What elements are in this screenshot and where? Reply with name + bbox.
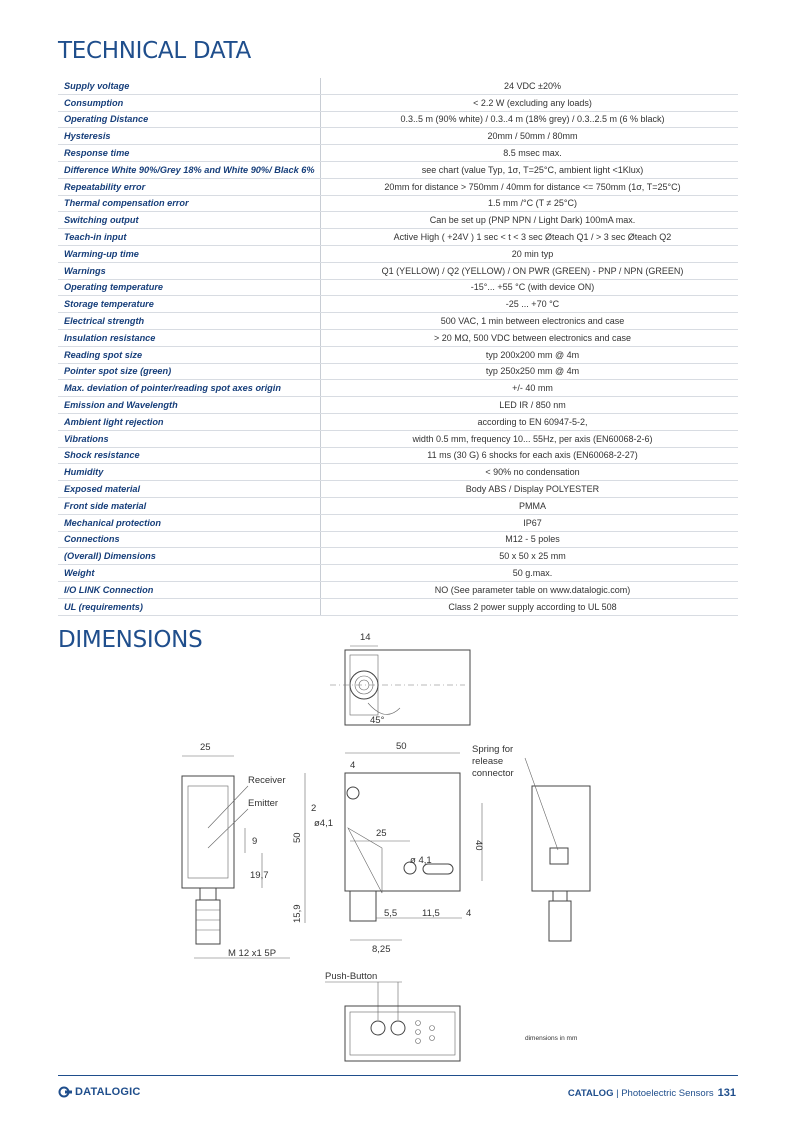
spec-row [58, 565, 738, 582]
spec-label: Weight [58, 565, 321, 582]
dim-25-front-label: 25 [376, 828, 387, 839]
spec-row [58, 178, 738, 195]
spec-label: Warnings [58, 262, 321, 279]
spec-label: Pointer spot size (green) [58, 363, 321, 380]
spec-value: according to EN 60947-5-2, [321, 413, 739, 430]
spec-value: 50 x 50 x 25 mm [321, 548, 739, 565]
right-view [472, 744, 590, 941]
spec-label: Supply voltage [58, 78, 321, 94]
units-note: dimensions in mm [525, 1035, 578, 1042]
dim-19-7-label: 19,7 [250, 870, 269, 881]
spec-row [58, 111, 738, 128]
spring-label-line2: release [472, 756, 504, 767]
spec-label: Shock resistance [58, 447, 321, 464]
spec-row [58, 531, 738, 548]
spec-value: Active High ( +24V ) 1 sec < t < 3 sec Øteach Q1 / > 3 sec Øteach Q2 [321, 229, 739, 246]
spec-value: 11 ms (30 G) 6 shocks for each axis (EN60068-2-27) [321, 447, 739, 464]
receiver-label: Receiver [248, 775, 286, 786]
dim-hole-label: ø 4,1 [410, 855, 432, 866]
push-button-label: Push-Button [325, 971, 378, 982]
spec-row [58, 363, 738, 380]
spec-value: -25 ... +70 °C [321, 296, 739, 313]
dim-50-top-label: 50 [396, 741, 407, 752]
spec-row [58, 581, 738, 598]
spec-row [58, 430, 738, 447]
spec-value: IP67 [321, 514, 739, 531]
spec-label: Electrical strength [58, 313, 321, 330]
spec-label: Consumption [58, 94, 321, 111]
spec-value: typ 250x250 mm @ 4m [321, 363, 739, 380]
spec-label: Storage temperature [58, 296, 321, 313]
spec-label: Insulation resistance [58, 329, 321, 346]
spec-label: Front side material [58, 497, 321, 514]
spring-label-line3: connector [472, 768, 514, 779]
spec-label: Hysteresis [58, 128, 321, 145]
spec-label: Vibrations [58, 430, 321, 447]
spec-value: +/- 40 mm [321, 380, 739, 397]
spec-label: Warming-up time [58, 245, 321, 262]
spec-row [58, 497, 738, 514]
dim-50-left-label: 50 [292, 832, 303, 843]
spec-row [58, 481, 738, 498]
spec-row [58, 128, 738, 145]
spec-row [58, 514, 738, 531]
spec-value: 50 g.max. [321, 565, 739, 582]
dim-9-label: 9 [252, 836, 258, 847]
spec-label: Thermal compensation error [58, 195, 321, 212]
dim-15-9-label: 15,9 [292, 904, 303, 923]
spec-value: 0.3..5 m (90% white) / 0.3..4 m (18% grey) / 0.3..2.5 m (6 % black) [321, 111, 739, 128]
dim-40-right-label: 40 [473, 840, 484, 851]
spec-row [58, 262, 738, 279]
spec-row [58, 229, 738, 246]
spec-row [58, 94, 738, 111]
spec-label: Exposed material [58, 481, 321, 498]
spec-value: 20mm / 50mm / 80mm [321, 128, 739, 145]
front-view [292, 741, 484, 955]
spec-row [58, 195, 738, 212]
spec-value: > 20 MΩ, 500 VDC between electronics and case [321, 329, 739, 346]
spec-row [58, 145, 738, 162]
spec-row [58, 464, 738, 481]
dimensions-drawing [170, 628, 600, 1068]
spec-label: UL (requirements) [58, 598, 321, 615]
spec-label: Ambient light rejection [58, 413, 321, 430]
spec-row [58, 329, 738, 346]
emitter-label: Emitter [248, 798, 279, 809]
spec-label: Connections [58, 531, 321, 548]
spec-value: M12 - 5 poles [321, 531, 739, 548]
spec-label: Max. deviation of pointer/reading spot axes origin [58, 380, 321, 397]
spec-value: Body ABS / Display POLYESTER [321, 481, 739, 498]
spec-value: see chart (value Typ, 1σ, T=25°C, ambient light <1Klux) [321, 161, 739, 178]
spec-value: 1.5 mm /°C (T ≠ 25°C) [321, 195, 739, 212]
spec-value: 500 VAC, 1 min between electronics and case [321, 313, 739, 330]
spec-label: Emission and Wavelength [58, 397, 321, 414]
dim-4-b-label: 4 [466, 908, 472, 919]
spec-row [58, 397, 738, 414]
spec-row [58, 313, 738, 330]
spec-row [58, 161, 738, 178]
page-number: 131 [717, 1087, 736, 1099]
spec-label: Operating Distance [58, 111, 321, 128]
spec-value: LED IR / 850 nm [321, 397, 739, 414]
spec-row [58, 447, 738, 464]
spec-label: Reading spot size [58, 346, 321, 363]
spec-row [58, 346, 738, 363]
thread-label: M 12 x1 5P [228, 948, 277, 959]
spec-value: -15°... +55 °C (with device ON) [321, 279, 739, 296]
spec-row [58, 548, 738, 565]
spec-label: (Overall) Dimensions [58, 548, 321, 565]
dim-2-label: 2 [311, 803, 317, 814]
dim-25-side-label: 25 [200, 742, 211, 753]
spec-row [58, 245, 738, 262]
spec-value: Can be set up (PNP NPN / Light Dark) 100mA max. [321, 212, 739, 229]
spec-row [58, 78, 738, 94]
spec-value: PMMA [321, 497, 739, 514]
footer-catalog-info [568, 1087, 736, 1099]
spec-row [58, 413, 738, 430]
spec-label: Repeatability error [58, 178, 321, 195]
spec-label: Operating temperature [58, 279, 321, 296]
spec-row [58, 279, 738, 296]
spec-value: 20mm for distance > 750mm / 40mm for distance <= 750mm (1σ, T=25°C) [321, 178, 739, 195]
spec-value: typ 200x200 mm @ 4m [321, 346, 739, 363]
dim-8-25-label: 8,25 [372, 944, 391, 955]
dim-4-1-label: ø4,1 [314, 818, 334, 829]
spring-label-line1: Spring for [472, 744, 514, 755]
spec-label: Response time [58, 145, 321, 162]
spec-value: < 90% no condensation [321, 464, 739, 481]
bottom-view [325, 971, 577, 1061]
spec-row [58, 598, 738, 615]
top-view [330, 632, 470, 726]
dim-14-label: 14 [360, 632, 371, 643]
spec-label: Difference White 90%/Grey 18% and White 90%/ Black 6% [58, 161, 321, 178]
dimensions-heading: DIMENSIONS [58, 627, 203, 653]
dim-4-label: 4 [350, 760, 356, 771]
technical-data-table [58, 78, 738, 616]
spec-value: width 0.5 mm, frequency 10... 55Hz, per axis (EN60068-2-6) [321, 430, 739, 447]
datalogic-logo-icon [58, 1086, 72, 1098]
datalogic-logo [58, 1086, 141, 1098]
spec-label: Switching output [58, 212, 321, 229]
dim-45-label: 45° [370, 715, 385, 726]
footer-section: Photoelectric Sensors [621, 1088, 714, 1099]
footer-catalog: CATALOG [567, 1088, 614, 1099]
spec-label: Teach-in input [58, 229, 321, 246]
side-view [182, 742, 290, 959]
spec-value: Class 2 power supply according to UL 508 [321, 598, 739, 615]
technical-data-heading: TECHNICAL DATA [58, 38, 251, 64]
spec-value: Q1 (YELLOW) / Q2 (YELLOW) / ON PWR (GREEN) - PNP / NPN (GREEN) [321, 262, 739, 279]
spec-row [58, 212, 738, 229]
footer-divider [58, 1075, 738, 1076]
dim-5-5-label: 5,5 [384, 908, 398, 919]
spec-label: I/O LINK Connection [58, 581, 321, 598]
spec-value: NO (See parameter table on www.datalogic.com) [321, 581, 739, 598]
spec-row [58, 296, 738, 313]
dim-11-5-label: 11,5 [422, 908, 440, 919]
spec-value: 24 VDC ±20% [321, 78, 739, 94]
datalogic-logo-text: DATALOGIC [75, 1086, 141, 1098]
spec-value: < 2.2 W (excluding any loads) [321, 94, 739, 111]
spec-label: Humidity [58, 464, 321, 481]
footer-separator: | [613, 1088, 622, 1099]
spec-value: 8.5 msec max. [321, 145, 739, 162]
spec-value: 20 min typ [321, 245, 739, 262]
spec-label: Mechanical protection [58, 514, 321, 531]
spec-row [58, 380, 738, 397]
